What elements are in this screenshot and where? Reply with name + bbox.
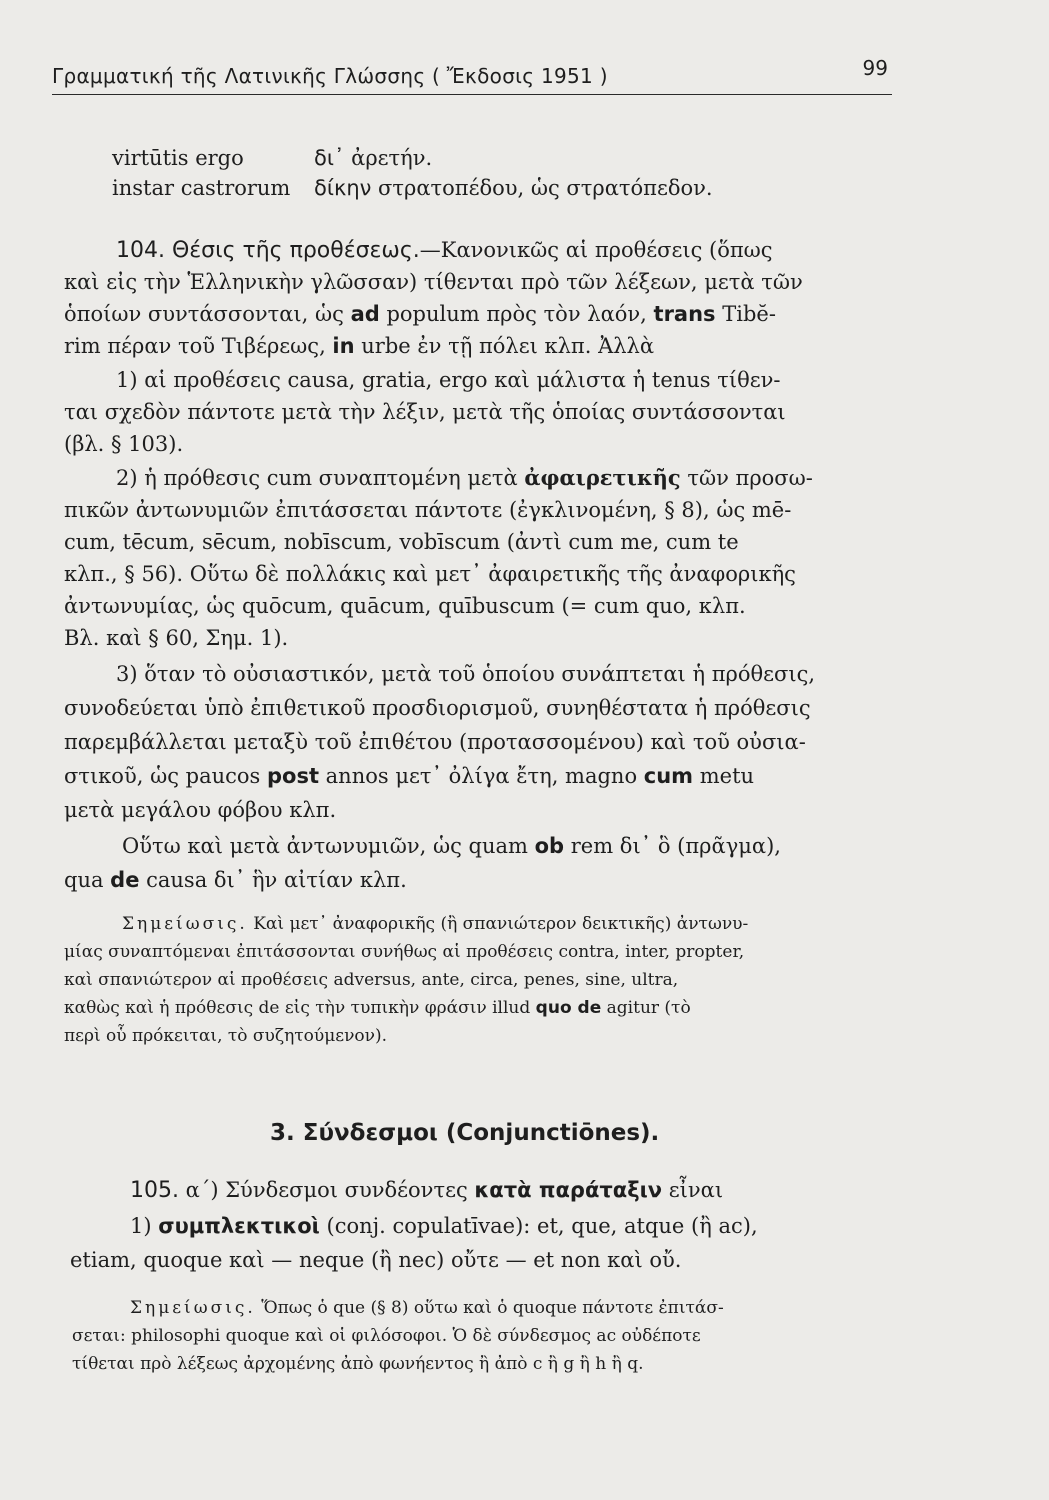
bold-term: συμπλεκτικοὶ xyxy=(158,1214,320,1238)
text-run: ὁποίων συντάσσονται, ὡς xyxy=(64,302,351,326)
text-run: Tibĕ- xyxy=(715,302,776,326)
running-header xyxy=(52,56,892,95)
example-latin: virtūtis ergo xyxy=(112,146,244,170)
paragraph-line: καὶ εἰς τὴν Ἑλληνικὴν γλῶσσαν) τίθενται πρὸ τῶν λέξεων, μετὰ τῶν xyxy=(64,270,803,294)
note-line xyxy=(64,996,691,1020)
note-line: μίας συναπτόμεναι ἐπιτάσσονται συνήθως αἱ προθέσεις contra, inter, propter, xyxy=(64,942,745,962)
text-run: Καὶ μετ᾽ ἀναφορικῆς (ἢ σπανιώτερον δεικτικῆς) ἀντωνυ- xyxy=(247,914,749,934)
note-label: Σημείωσις. xyxy=(130,1298,256,1318)
point-3-line: συνοδεύεται ὑπὸ ἐπιθετικοῦ προσδιορισμοῦ, συνηθέστατα ἡ πρόθεσις xyxy=(64,696,811,720)
point-1-line: ται σχεδὸν πάντοτε μετὰ τὴν λέξιν, μετὰ τῆς ὁποίας συντάσσονται xyxy=(64,400,786,424)
point-2-line: πικῶν ἀντωνυμιῶν ἐπιτάσσεται πάντοτε (ἐγκλινομένη, § 8), ὡς mē- xyxy=(64,498,792,522)
text-run: καθὼς καὶ ἡ πρόθεσις de εἰς τὴν τυπικὴν φράσιν illud xyxy=(64,998,536,1018)
note-line xyxy=(130,1296,724,1320)
note-label: Σημείωσις. xyxy=(122,914,248,934)
text-run: annos μετ᾽ ὀλίγα ἔτη, magno xyxy=(318,764,644,788)
bold-term: ob xyxy=(534,834,565,858)
text-run: rem δι᾽ ὃ (πρᾶγμα), xyxy=(564,834,781,858)
paragraph-line xyxy=(64,300,776,328)
section-number: 105. xyxy=(130,1178,179,1203)
running-title: Γραμματική τῆς Λατινικῆς Γλώσσης ( Ἔκδοσις 1951 ) xyxy=(52,64,608,88)
text-run: agitur (τὸ xyxy=(601,998,691,1018)
point-2-line: ἀντωνυμίας, ὡς quōcum, quācum, quībuscum (= cum quo, κλπ. xyxy=(64,594,746,618)
section-number: 104. xyxy=(116,238,165,263)
note-line: σεται: philosophi quoque καὶ οἱ φιλόσοφοι. Ὁ δὲ σύνδεσμος ac οὐδέποτε xyxy=(72,1326,701,1346)
section-3-heading: 3. Σύνδεσμοι (Conjunctiōnes). xyxy=(270,1120,660,1146)
bold-term: de xyxy=(110,868,140,892)
section-105-line xyxy=(130,1212,758,1240)
text-run: εἶναι xyxy=(662,1178,724,1202)
text-run: causa δι᾽ ἣν αἰτίαν κλπ. xyxy=(139,868,407,892)
point-3-line: 3) ὅταν τὸ οὐσιαστικόν, μετὰ τοῦ ὁποίου συνάπτεται ἡ πρόθεσις, xyxy=(116,662,816,686)
text-run: στικοῦ, ὡς paucos xyxy=(64,764,267,788)
section-105-line: etiam, quoque καὶ — neque (ἢ nec) οὔτε — et non καὶ οὔ. xyxy=(70,1248,682,1272)
example-greek-bold: δίκην xyxy=(314,176,372,200)
text-run: populum πρὸς τὸν λαόν, xyxy=(379,302,654,326)
text-run: (conj. copulatīvae): et, que, atque (ἢ ac), xyxy=(319,1214,758,1238)
text-run: Ὅπως ὁ que (§ 8) οὕτω καὶ ὁ quoque πάντοτε ἐπιτάσ- xyxy=(255,1298,724,1318)
point-2-line xyxy=(116,464,813,492)
point-3-line: παρεμβάλλεται μεταξὺ τοῦ ἐπιθέτου (προτασσομένου) καὶ τοῦ οὐσια- xyxy=(64,730,806,754)
section-105-line xyxy=(130,1176,723,1205)
point-3-line: μετὰ μεγάλου φόβου κλπ. xyxy=(64,798,337,822)
note-line: τίθεται πρὸ λέξεως ἀρχομένης ἀπὸ φωνήεντος ἢ ἀπὸ c ἢ g ἢ h ἢ q. xyxy=(72,1354,644,1374)
bold-term: ἀφαιρετικῆς xyxy=(524,465,681,490)
bold-term: in xyxy=(332,334,355,358)
point-1-line: (βλ. § 103). xyxy=(64,432,184,456)
bold-term: quo de xyxy=(535,998,602,1018)
paragraph-line xyxy=(64,332,654,360)
bold-term: trans xyxy=(653,302,716,326)
example-greek: ἀρετήν. xyxy=(344,146,433,170)
text-run: 1) xyxy=(130,1214,159,1238)
note-line xyxy=(122,912,748,936)
example-line xyxy=(112,174,713,202)
example-greek: στρατοπέδου, ὡς στρατόπεδον. xyxy=(371,176,713,200)
text-run: rim πέραν τοῦ Τιβέρεως, xyxy=(64,334,333,358)
bold-term: cum xyxy=(643,764,694,788)
note-line: καὶ σπανιώτερον αἱ προθέσεις adversus, ante, circa, penes, sine, ultra, xyxy=(64,970,679,990)
section-title: Θέσις τῆς προθέσεως. xyxy=(164,238,420,263)
text-run: α΄) Σύνδεσμοι συνδέοντες xyxy=(178,1178,475,1202)
paragraph-line: —Κανονικῶς αἱ προθέσεις (ὅπως xyxy=(419,238,773,262)
text-run: Οὕτω καὶ μετὰ ἀντωνυμιῶν, ὡς quam xyxy=(122,834,535,858)
point-3-line xyxy=(64,762,754,790)
text-run: metu xyxy=(693,764,755,788)
text-run: urbe ἐν τῇ πόλει κλπ. Ἀλλὰ xyxy=(354,334,655,358)
bold-term: κατὰ παράταξιν xyxy=(474,1178,663,1202)
bold-term: post xyxy=(266,764,319,788)
point-1-line: 1) αἱ προθέσεις causa, gratia, ergo καὶ μάλιστα ἡ tenus τίθεν- xyxy=(116,368,781,392)
relative-line xyxy=(64,866,407,894)
note-line: περὶ οὗ πρόκειται, τὸ συζητούμενον). xyxy=(64,1026,388,1046)
point-2-line: cum, tēcum, sēcum, nobīscum, vobīscum (ἀντὶ cum me, cum te xyxy=(64,530,739,554)
text-run: τῶν προσω- xyxy=(680,466,813,490)
relative-line xyxy=(122,832,781,860)
point-2-line: κλπ., § 56). Οὕτω δὲ πολλάκις καὶ μετ᾽ ἀφαιρετικῆς τῆς ἀναφορικῆς xyxy=(64,562,796,586)
section-104-heading-line xyxy=(116,236,773,265)
point-2-line: Βλ. καὶ § 60, Σημ. 1). xyxy=(64,626,289,650)
example-line xyxy=(112,144,432,172)
example-greek-bold: δι᾽ xyxy=(314,146,345,170)
example-latin: instar castrorum xyxy=(112,176,291,200)
text-run: 2) ἡ πρόθεσις cum συναπτομένη μετὰ xyxy=(116,466,525,490)
page-number: 99 xyxy=(862,56,888,80)
text-run: qua xyxy=(64,868,111,892)
bold-term: ad xyxy=(350,302,380,326)
